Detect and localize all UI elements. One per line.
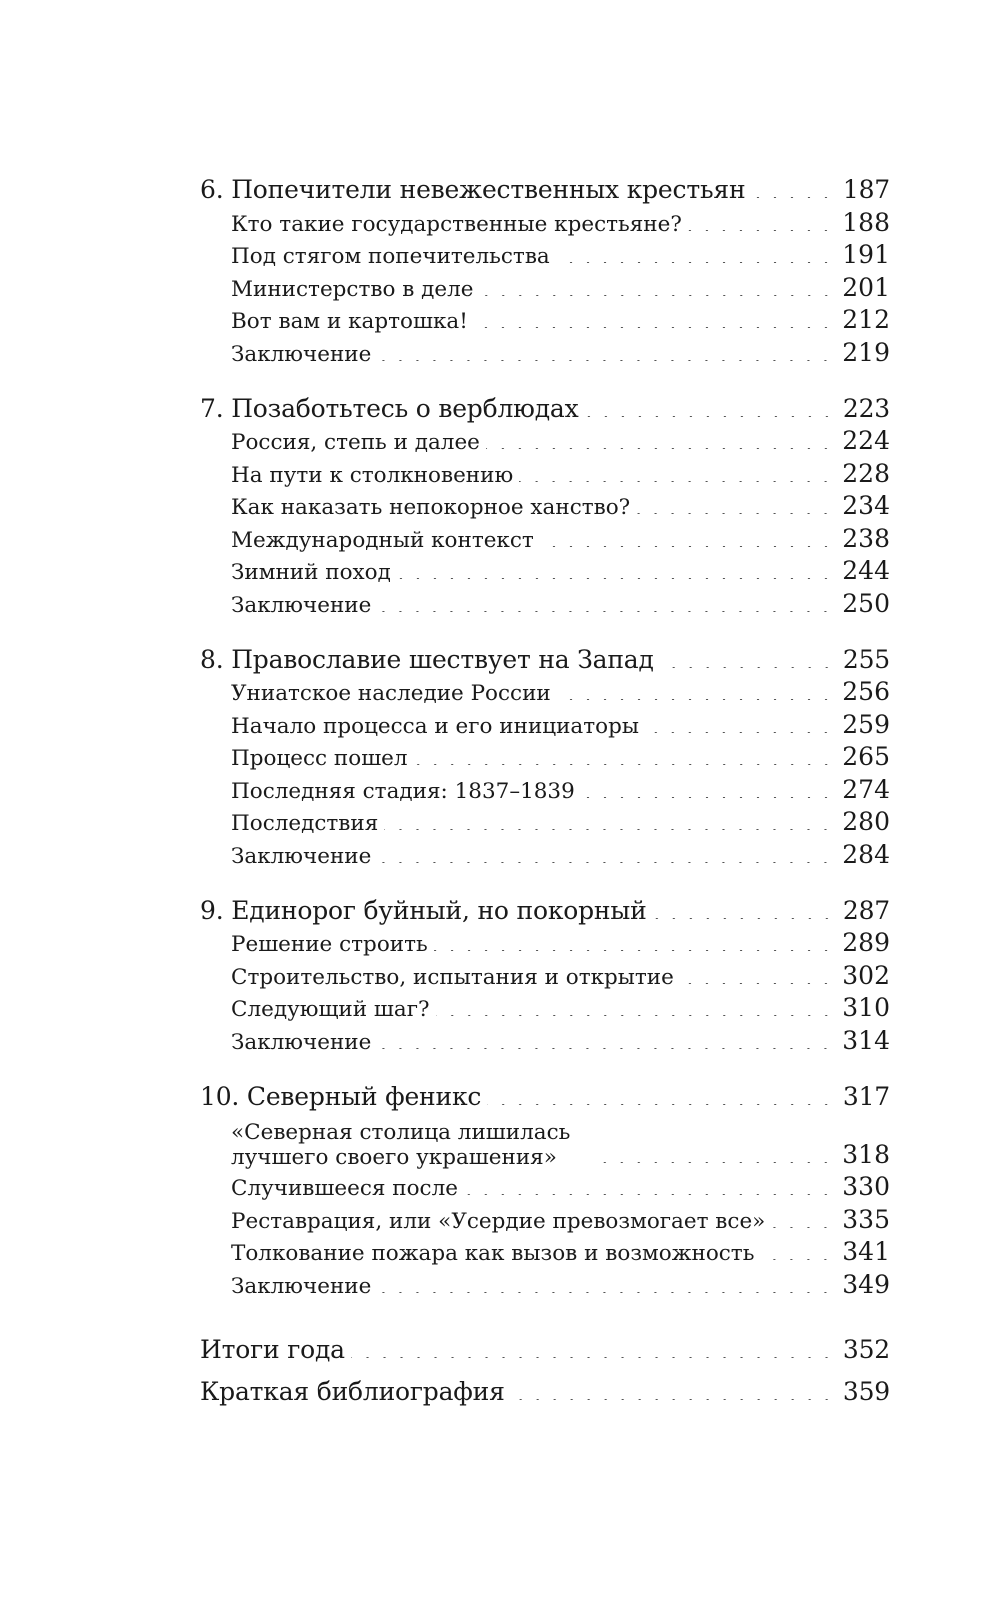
section-page-number: 274: [842, 774, 890, 804]
dot-leader: [397, 578, 834, 579]
chapter-heading: [200, 172, 890, 205]
dot-leader: [636, 513, 834, 514]
section-title: Вот вам и картошка!: [231, 310, 474, 335]
toc-section-row: [200, 1202, 890, 1235]
section-page-number: 259: [842, 709, 890, 739]
section-page-number: 284: [842, 839, 890, 869]
toc-chapter-6: [200, 172, 890, 368]
dot-leader: [474, 327, 834, 328]
section-title: Кто такие государственные крестьяне?: [231, 213, 688, 238]
toc-section-row: [200, 1235, 890, 1268]
dot-leader: [480, 295, 835, 296]
chapter-heading: [200, 1079, 890, 1112]
dot-leader: [597, 1162, 834, 1163]
section-page-number: 244: [842, 556, 890, 586]
section-title: Строительство, испытания и открытие: [231, 966, 680, 991]
section-page-number: 188: [842, 207, 890, 237]
section-page-number: 234: [842, 491, 890, 521]
section-title: На пути к столкновению: [231, 464, 519, 489]
section-page-number: 265: [842, 742, 890, 772]
chapter-heading: [200, 391, 890, 424]
chapter-title: 9. Единорог буйный, но покорный: [200, 897, 653, 926]
extra-title: Краткая библиография: [200, 1378, 511, 1407]
chapter-heading: [200, 642, 890, 675]
dot-leader: [377, 1292, 834, 1293]
chapter-page-number: 187: [842, 175, 890, 205]
section-page-number: 228: [842, 458, 890, 488]
toc-section-row: [200, 303, 890, 336]
section-page-number: 256: [842, 677, 890, 707]
section-page-number: 280: [842, 807, 890, 837]
section-page-number: 201: [842, 272, 890, 302]
section-title: Заключение: [231, 1031, 377, 1056]
toc-chapter-8: [200, 642, 890, 870]
section-title: Начало процесса и его инициаторы: [231, 715, 645, 740]
toc-section-row: [200, 805, 890, 838]
dot-leader: [384, 829, 834, 830]
chapter-page-number: 255: [842, 644, 890, 674]
toc-section-row: [200, 1267, 890, 1300]
section-title: Зимний поход: [231, 561, 397, 586]
dot-leader: [751, 197, 834, 198]
extra-page-number: 359: [842, 1376, 890, 1406]
toc-chapter-9: [200, 893, 890, 1056]
dot-leader: [464, 1194, 834, 1195]
section-page-number: 219: [842, 337, 890, 367]
section-title: Международный контекст: [231, 529, 540, 554]
section-page-number: 212: [842, 305, 890, 335]
dot-leader: [760, 1259, 834, 1260]
section-title: Реставрация, или «Усердие превозмогает все»: [231, 1210, 771, 1235]
dot-leader: [688, 230, 834, 231]
section-title: Как наказать непокорное ханство?: [231, 496, 636, 521]
section-page-number: 349: [842, 1269, 890, 1299]
dot-leader: [486, 448, 834, 449]
toc-chapter-10: [200, 1079, 890, 1300]
extra-title: Итоги года: [200, 1336, 351, 1365]
dot-leader: [556, 262, 835, 263]
dot-leader: [653, 918, 835, 919]
toc-section-row: [200, 1170, 890, 1203]
section-title: Под стягом попечительства: [231, 245, 556, 270]
section-page-number: 330: [842, 1172, 890, 1202]
section-title: Заключение: [231, 1275, 377, 1300]
table-of-contents: [200, 172, 890, 1407]
chapter-title: 10. Северный феникс: [200, 1083, 487, 1112]
section-page-number: 335: [842, 1204, 890, 1234]
section-title: Решение строить: [231, 933, 434, 958]
toc-extra-row: [200, 1323, 890, 1365]
chapter-heading: [200, 893, 890, 926]
section-title: Последняя стадия: 1837–1839: [231, 780, 581, 805]
toc-section-row: [200, 926, 890, 959]
section-page-number: 302: [842, 960, 890, 990]
dot-leader: [377, 611, 834, 612]
dot-leader: [540, 546, 834, 547]
section-page-number: 238: [842, 523, 890, 553]
chapter-page-number: 317: [842, 1081, 890, 1111]
section-title: Толкование пожара как вызов и возможность: [231, 1242, 760, 1267]
section-title: Последствия: [231, 812, 384, 837]
section-title: Россия, степь и далее: [231, 431, 486, 456]
section-title: Заключение: [231, 594, 377, 619]
toc-section-row: [200, 238, 890, 271]
section-title: Заключение: [231, 845, 377, 870]
dot-leader: [487, 1104, 835, 1105]
dot-leader: [557, 699, 835, 700]
dot-leader: [581, 797, 834, 798]
section-title: Процесс пошел: [231, 747, 414, 772]
dot-leader: [585, 416, 835, 417]
section-title: Случившееся после: [231, 1177, 464, 1202]
chapter-page-number: 223: [842, 393, 890, 423]
toc-section-row: [200, 1112, 890, 1170]
dot-leader: [351, 1357, 835, 1358]
toc-section-row: [200, 554, 890, 587]
dot-leader: [771, 1227, 834, 1228]
toc-section-row: [200, 772, 890, 805]
toc-section-row: [200, 675, 890, 708]
toc-section-row: [200, 991, 890, 1024]
chapter-title: 7. Позаботьтесь о верблюдах: [200, 395, 585, 424]
extra-page-number: 352: [842, 1334, 890, 1364]
section-page-number: 314: [842, 1025, 890, 1055]
toc-extra-row: [200, 1365, 890, 1407]
toc-section-row: [200, 489, 890, 522]
dot-leader: [660, 667, 835, 668]
dot-leader: [377, 1048, 834, 1049]
chapter-page-number: 287: [842, 895, 890, 925]
section-title: Министерство в деле: [231, 278, 480, 303]
toc-section-row: [200, 270, 890, 303]
dot-leader: [434, 950, 835, 951]
section-title: Заключение: [231, 343, 377, 368]
section-title: Следующий шаг?: [231, 998, 436, 1023]
chapter-title: 8. Православие шествует на Запад: [200, 646, 660, 675]
section-page-number: 310: [842, 993, 890, 1023]
toc-section-row: [200, 740, 890, 773]
dot-leader: [511, 1399, 835, 1400]
section-title: Униатское наследие России: [231, 682, 557, 707]
section-page-number: 191: [842, 240, 890, 270]
section-title: «Северная столица лишилась лучшего своего украшения»: [231, 1120, 597, 1170]
section-page-number: 318: [842, 1139, 890, 1169]
toc-section-row: [200, 1023, 890, 1056]
section-page-number: 341: [842, 1237, 890, 1267]
toc-section-row: [200, 424, 890, 457]
section-page-number: 250: [842, 588, 890, 618]
dot-leader: [645, 732, 834, 733]
dot-leader: [377, 360, 834, 361]
dot-leader: [680, 983, 834, 984]
section-page-number: 224: [842, 426, 890, 456]
toc-section-row: [200, 958, 890, 991]
toc-chapter-7: [200, 391, 890, 619]
toc-section-row: [200, 707, 890, 740]
toc-section-row: [200, 335, 890, 368]
toc-section-row: [200, 837, 890, 870]
chapter-title: 6. Попечители невежественных крестьян: [200, 176, 751, 205]
dot-leader: [414, 764, 835, 765]
dot-leader: [377, 862, 834, 863]
toc-section-row: [200, 205, 890, 238]
toc-section-row: [200, 586, 890, 619]
toc-section-row: [200, 456, 890, 489]
toc-back-matter: [200, 1323, 890, 1407]
section-page-number: 289: [842, 928, 890, 958]
dot-leader: [436, 1015, 835, 1016]
toc-section-row: [200, 521, 890, 554]
dot-leader: [519, 481, 834, 482]
